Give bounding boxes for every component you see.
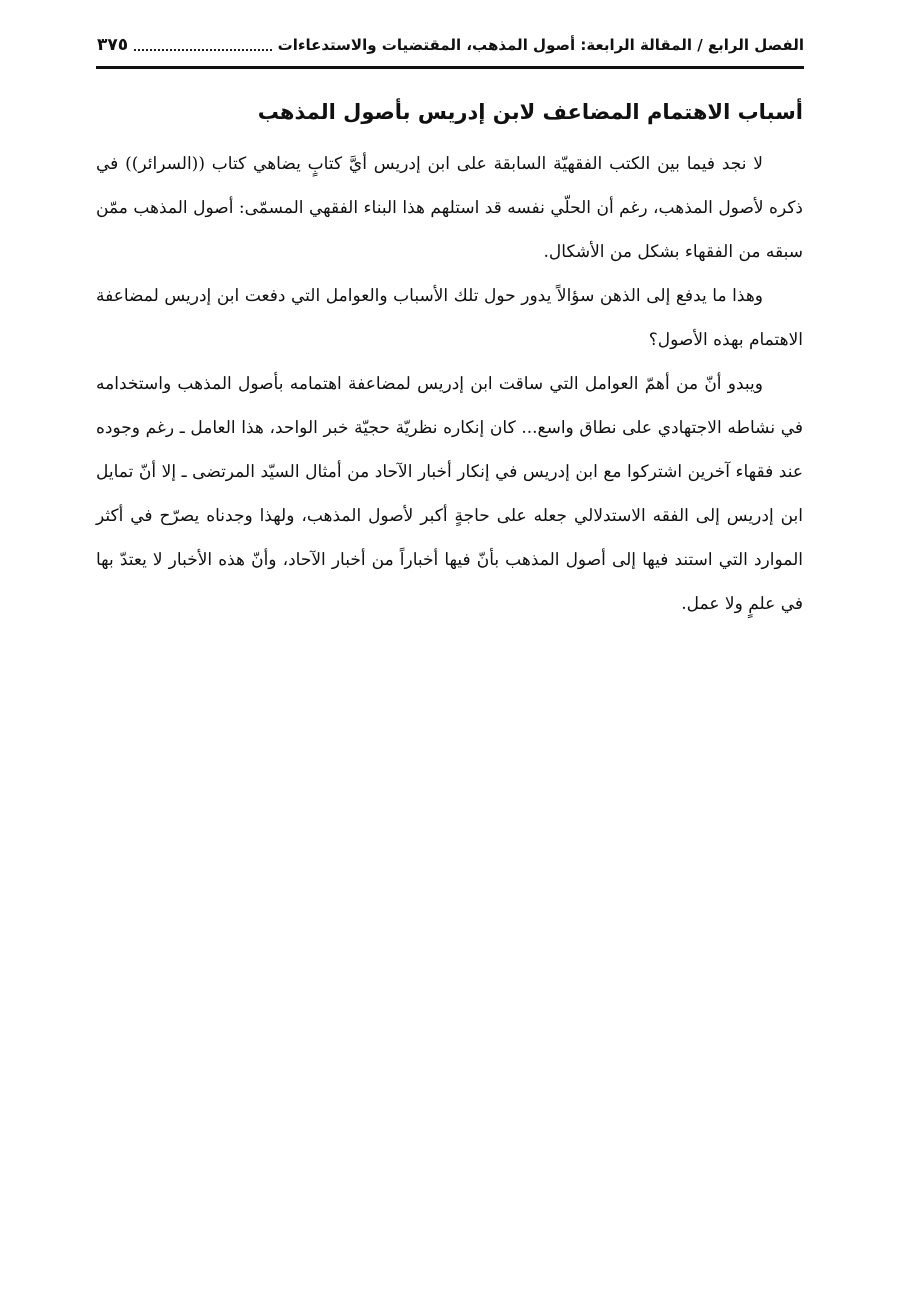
section-heading: أسباب الاهتمام المضاعف لابن إدريس بأصول المذهب [257,100,803,124]
body-text [96,90,803,626]
paragraph: ويبدو أنّ من أهمّ العوامل التي ساقت ابن إدريس لمضاعفة اهتمامه بأصول المذهب واستخدامه في نشاطه الاجتهادي على نطاق واسع... كان إنكاره نظريّة حجيّة خبر الواحد، هذا العامل ـ رغم وجوده عند فقهاء آخرين اشتركوا مع ابن إدريس في إنكار أخبار الآحاد من أمثال السيّد المرتضى ـ إلا أنّ تمايل ابن إدريس إلى الفقه الاستدلالي جعله على حاجةٍ أكبر لأصول المذهب، ولهذا وجدناه يصرّح في أكثر الموارد التي استند فيها إلى أصول المذهب بأنّ فيها أخباراً من أخبار الآحاد، وأنّ هذه الأخبار لا يعتدّ بها في علمٍ ولا عمل. [96,374,803,614]
page-number: ٣٧٥ [97,35,129,55]
running-title: الفصل الرابع / المقالة الرابعة: أصول المذهب، المقتضيات والاستدعاءات [277,36,804,54]
dotted-leader [134,39,271,51]
paragraph: وهذا ما يدفع إلى الذهن سؤالاً يدور حول تلك الأسباب والعوامل التي دفعت ابن إدريس لمضاعفة الاهتمام بهذه الأصول؟ [96,286,803,350]
running-header [97,30,804,60]
paragraph: لا نجد فيما بين الكتب الفقهيّة السابقة على ابن إدريس أيَّ كتابٍ يضاهي كتاب ((السرائر)) في ذكره لأصول المذهب، رغم أن الحلّي نفسه قد استلهم هذا البناء الفقهي المسمّى: أصول المذهب ممّن سبقه من الفقهاء بشكل من الأشكال. [96,154,803,262]
header-rule [96,66,804,69]
